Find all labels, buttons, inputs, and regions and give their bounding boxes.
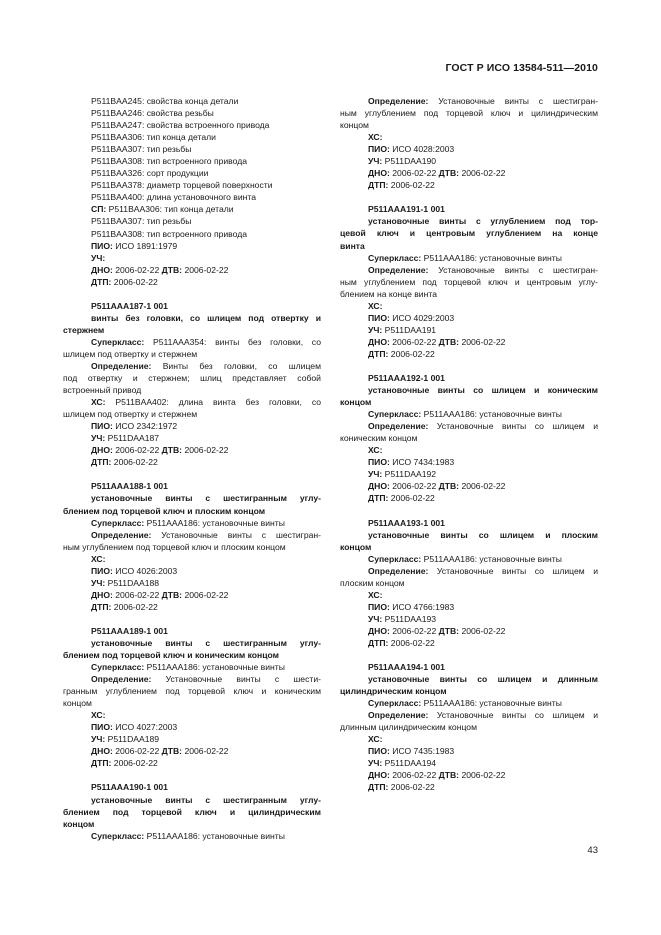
attribute-list bbox=[63, 95, 321, 288]
dtp-value: 2006-02-22 bbox=[111, 457, 158, 468]
xc-label: ХС: bbox=[368, 300, 383, 311]
pio-value: ИСО 4026:2003 bbox=[112, 565, 178, 576]
dtv-value: 2006-02-22 bbox=[182, 589, 229, 600]
definition-label: Определение: bbox=[368, 710, 429, 721]
dtp-value: 2006-02-22 bbox=[388, 493, 435, 504]
entry-name: установочные винты со шлицем и длинным bbox=[368, 674, 598, 685]
uch-label: УЧ: bbox=[368, 324, 383, 335]
dtp-value: 2006-02-22 bbox=[111, 601, 158, 612]
definition-label: Определение: bbox=[368, 421, 429, 432]
dtp-label: ДТП: bbox=[91, 601, 112, 612]
entry-name-cont: блением под торцевой ключ и коническим концом bbox=[63, 650, 280, 661]
entry-name-cont: концом bbox=[340, 541, 372, 552]
dtv-value: 2006-02-22 bbox=[182, 746, 229, 757]
dno-label: ДНО: bbox=[368, 168, 390, 179]
superclass-value: P511AAA186: установочные винты bbox=[421, 409, 562, 420]
dtp-value: 2006-02-22 bbox=[111, 758, 158, 769]
uch-value: P511DAA189 bbox=[105, 734, 160, 745]
pio-label: ПИО: bbox=[91, 722, 113, 733]
dtv-value: 2006-02-22 bbox=[459, 336, 506, 347]
dno-value: 2006-02-22 bbox=[389, 168, 439, 179]
superclass-label: Суперкласс: bbox=[91, 662, 145, 673]
definition-value: Установочные винты со шлицем и bbox=[428, 421, 598, 432]
dtp-label: ДТП: bbox=[368, 493, 389, 504]
list-item: P511BAA307: тип резьбы bbox=[91, 144, 192, 155]
uch-label: УЧ: bbox=[368, 156, 383, 167]
dno-value: 2006-02-22 bbox=[389, 481, 439, 492]
superclass-label: Суперкласс: bbox=[368, 553, 422, 564]
definition-cont: длинным цилиндрическим концом bbox=[340, 722, 477, 733]
entry-code: P511AAA194-1 001 bbox=[368, 662, 445, 673]
superclass-value: P511AAA354: винты без головки, со bbox=[144, 336, 321, 347]
definition-cont: встроенный привод bbox=[63, 385, 142, 396]
dno-label: ДНО: bbox=[91, 264, 113, 275]
superclass-value: P511AAA186: установочные винты bbox=[144, 830, 285, 841]
entry-name: винты без головки, со шлицем под отвертку и bbox=[91, 312, 321, 323]
entry-code: P511AAA188-1 001 bbox=[91, 481, 168, 492]
dtv-value: 2006-02-22 bbox=[459, 625, 506, 636]
superclass-label: Суперкласс: bbox=[368, 409, 422, 420]
definition-label: Определение: bbox=[368, 264, 429, 275]
dno-label: ДНО: bbox=[368, 481, 390, 492]
dno-label: ДНО: bbox=[91, 589, 113, 600]
definition-value: Установочные винты со шлицем и bbox=[428, 565, 598, 576]
dno-value: 2006-02-22 bbox=[112, 589, 162, 600]
list-item: P511BAA308: тип встроенного привода bbox=[91, 156, 248, 167]
dno-value: 2006-02-22 bbox=[112, 746, 162, 757]
sp-line bbox=[91, 203, 321, 215]
dtp-line bbox=[91, 276, 321, 288]
pio-value: ИСО 7435:1983 bbox=[389, 746, 455, 757]
definition-value: Установочные винты с шести- bbox=[151, 674, 321, 685]
pio-label: ПИО: bbox=[91, 565, 113, 576]
list-item: P511BAA246: свойства резьбы bbox=[91, 108, 214, 119]
uch-value: P511DAA191 bbox=[382, 324, 437, 335]
uch-value: P511DAA194 bbox=[382, 758, 437, 769]
uch-line bbox=[91, 252, 321, 264]
dtp-value: 2006-02-22 bbox=[388, 180, 435, 191]
uch-label: УЧ: bbox=[91, 577, 106, 588]
entry-189 bbox=[63, 625, 321, 770]
list-item: P511BAA307: тип резьбы bbox=[91, 216, 192, 227]
definition-cont: ным углублением под торцевой ключ и цилиндрическим bbox=[340, 108, 598, 119]
list-item: P511BAA400: длина установочного винта bbox=[91, 192, 257, 203]
pio-value: ИСО 4028:2003 bbox=[389, 144, 455, 155]
definition-label: Определение: bbox=[91, 529, 152, 540]
dno-value: 2006-02-22 bbox=[389, 625, 439, 636]
pio-value: ИСО 2342:1972 bbox=[112, 421, 178, 432]
xc-label: ХС: bbox=[368, 734, 383, 745]
definition-label: Определение: bbox=[91, 360, 152, 371]
entry-187 bbox=[63, 300, 321, 469]
uch-label: УЧ: bbox=[368, 613, 383, 624]
list-item: P511BAA247: свойства встроенного привода bbox=[91, 120, 270, 131]
entry-code: P511AAA191-1 001 bbox=[368, 204, 445, 215]
entry-name-cont: винта bbox=[340, 240, 365, 251]
definition-value: Установочные винты с шестигран- bbox=[428, 96, 598, 106]
dtp-value: 2006-02-22 bbox=[388, 782, 435, 793]
superclass-label: Суперкласс: bbox=[368, 698, 422, 709]
dno-value: 2006-02-22 bbox=[112, 264, 162, 275]
uch-label: УЧ: bbox=[91, 252, 106, 263]
definition-value: Винты без головки, со шлицем bbox=[151, 360, 321, 371]
dno-value: 2006-02-22 bbox=[389, 336, 439, 347]
dtp-label: ДТП: bbox=[91, 276, 112, 287]
list-item: P511BAA378: диаметр торцевой поверхности bbox=[91, 180, 273, 191]
page-number: 43 bbox=[587, 845, 598, 856]
xc-cont: шлицем под отвертку и стержнем bbox=[63, 409, 198, 420]
entry-name: установочные винты с шестигранным углу- bbox=[91, 637, 321, 648]
definition-value: Установочные винты с шестигран- bbox=[151, 529, 321, 540]
xc-label: ХС: bbox=[91, 710, 106, 721]
uch-label: УЧ: bbox=[368, 469, 383, 480]
definition-cont: ным углублением под торцевой ключ и центровым углу- bbox=[340, 276, 598, 287]
dtp-value: 2006-02-22 bbox=[111, 276, 158, 287]
pio-value: ИСО 4766:1983 bbox=[389, 601, 455, 612]
dtp-label: ДТП: bbox=[368, 782, 389, 793]
list-item: P511BAA308: тип встроенного привода bbox=[91, 228, 248, 239]
entry-191 bbox=[340, 203, 598, 360]
definition-label: Определение: bbox=[368, 565, 429, 576]
superclass-cont: шлицем под отвертку и стержнем bbox=[63, 348, 198, 359]
entry-name-cont: блением под торцевой ключ и цилиндрическим bbox=[63, 806, 321, 817]
entry-name: установочные винты со шлицем и плоским bbox=[368, 529, 598, 540]
dtv-label: ДТВ: bbox=[438, 625, 460, 636]
definition-cont: блением на конце винта bbox=[340, 288, 437, 299]
dtp-label: ДТП: bbox=[368, 637, 389, 648]
sp-label: СП: bbox=[91, 204, 107, 215]
list-item: P511BAA245: свойства конца детали bbox=[91, 96, 239, 106]
left-column bbox=[63, 95, 321, 842]
entry-name-cont: концом bbox=[340, 397, 372, 408]
dtv-value: 2006-02-22 bbox=[459, 481, 506, 492]
pio-value: ИСО 1891:1979 bbox=[112, 240, 178, 251]
entry-193 bbox=[340, 517, 598, 650]
entry-code: P511AAA189-1 001 bbox=[91, 625, 168, 636]
dno-line bbox=[91, 264, 321, 276]
superclass-label: Суперкласс: bbox=[91, 336, 145, 347]
uch-value: P511DAA188 bbox=[105, 577, 160, 588]
definition-cont: концом bbox=[340, 120, 369, 131]
superclass-value: P511AAA186: установочные винты bbox=[421, 698, 562, 709]
dno-label: ДНО: bbox=[91, 746, 113, 757]
pio-value: ИСО 7434:1983 bbox=[389, 457, 455, 468]
pio-line bbox=[91, 240, 321, 252]
xc-label: ХС: bbox=[368, 132, 383, 143]
dno-label: ДНО: bbox=[368, 770, 390, 781]
pio-label: ПИО: bbox=[368, 312, 390, 323]
dtv-value: 2006-02-22 bbox=[459, 770, 506, 781]
sp-value: P511BAA306: тип конца детали bbox=[106, 204, 234, 215]
xc-label: ХС: bbox=[91, 553, 106, 564]
entry-194 bbox=[340, 661, 598, 794]
superclass-label: Суперкласс: bbox=[368, 252, 422, 263]
entry-name-cont: цилиндрическим концом bbox=[340, 686, 447, 697]
entry-name: установочные винты с углублением под тор- bbox=[368, 216, 598, 227]
definition-cont: плоским концом bbox=[340, 577, 405, 588]
pio-value: ИСО 4029:2003 bbox=[389, 312, 455, 323]
dtv-value: 2006-02-22 bbox=[182, 264, 229, 275]
superclass-value: P511AAA186: установочные винты bbox=[421, 553, 562, 564]
uch-value: P511DAA187 bbox=[105, 433, 160, 444]
dtv-label: ДТВ: bbox=[438, 168, 460, 179]
pio-label: ПИО: bbox=[368, 746, 390, 757]
entry-190 bbox=[63, 781, 321, 841]
definition-value: Установочные винты со шлицем и bbox=[428, 710, 598, 721]
dno-value: 2006-02-22 bbox=[389, 770, 439, 781]
entry-name-cont: цевой ключ и центровым углублением на конце bbox=[340, 228, 598, 239]
list-item: P511BAA306: тип конца детали bbox=[91, 132, 216, 143]
dtp-label: ДТП: bbox=[368, 348, 389, 359]
xc-label: ХС: bbox=[368, 589, 383, 600]
definition-cont: ным углублением под торцевой ключ и плоским концом bbox=[63, 541, 286, 552]
superclass-value: P511AAA186: установочные винты bbox=[144, 517, 285, 528]
dtv-label: ДТВ: bbox=[438, 481, 460, 492]
entry-code: P511AAA187-1 001 bbox=[91, 300, 168, 311]
superclass-value: P511AAA186: установочные винты bbox=[144, 662, 285, 673]
dtp-label: ДТП: bbox=[91, 457, 112, 468]
dno-value: 2006-02-22 bbox=[112, 445, 162, 456]
dtv-value: 2006-02-22 bbox=[182, 445, 229, 456]
dtv-label: ДТВ: bbox=[161, 445, 183, 456]
dtp-label: ДТП: bbox=[368, 180, 389, 191]
dtv-label: ДТВ: bbox=[438, 770, 460, 781]
definition-cont: под отвертку и стержнем; шлиц представляет собой bbox=[63, 373, 321, 384]
superclass-label: Суперкласс: bbox=[91, 830, 145, 841]
uch-label: УЧ: bbox=[91, 734, 106, 745]
uch-label: УЧ: bbox=[91, 433, 106, 444]
entry-188 bbox=[63, 480, 321, 613]
definition-cont: гранным углублением под торцевой ключ и коническим bbox=[63, 686, 321, 697]
pio-label: ПИО: bbox=[368, 601, 390, 612]
pio-label: ПИО: bbox=[368, 144, 390, 155]
dtp-value: 2006-02-22 bbox=[388, 348, 435, 359]
uch-label: УЧ: bbox=[368, 758, 383, 769]
list-item: P511BAA326: сорт продукции bbox=[91, 168, 209, 179]
pio-label: ПИО: bbox=[91, 421, 113, 432]
dtp-value: 2006-02-22 bbox=[388, 637, 435, 648]
superclass-label: Суперкласс: bbox=[91, 517, 145, 528]
entry-name: установочные винты с шестигранным углу- bbox=[91, 794, 321, 805]
xc-label: ХС: bbox=[91, 397, 106, 408]
uch-value: P511DAA192 bbox=[382, 469, 437, 480]
uch-value: P511DAA193 bbox=[382, 613, 437, 624]
dtp-label: ДТП: bbox=[91, 758, 112, 769]
pio-label: ПИО: bbox=[368, 457, 390, 468]
definition-label: Определение: bbox=[91, 674, 152, 685]
dno-label: ДНО: bbox=[368, 625, 390, 636]
pio-label: ПИО: bbox=[91, 240, 113, 251]
dtv-value: 2006-02-22 bbox=[459, 168, 506, 179]
entry-192 bbox=[340, 372, 598, 505]
dtv-label: ДТВ: bbox=[161, 264, 183, 275]
definition-cont: концом bbox=[63, 698, 92, 709]
right-column bbox=[340, 95, 598, 794]
entry-name-cont: стержнем bbox=[63, 324, 105, 335]
xc-label: ХС: bbox=[368, 445, 383, 456]
entry-name: установочные винты со шлицем и коническим bbox=[368, 385, 598, 396]
definition-value: Установочные винты с шестигран- bbox=[428, 264, 598, 275]
pio-value: ИСО 4027:2003 bbox=[112, 722, 178, 733]
dtv-label: ДТВ: bbox=[161, 589, 183, 600]
entry-code: P511AAA192-1 001 bbox=[368, 372, 445, 383]
entry-name: установочные винты с шестигранным углу- bbox=[91, 493, 321, 504]
xc-value: P511BAA402: длина винта без головки, со bbox=[105, 397, 321, 408]
superclass-value: P511AAA186: установочные винты bbox=[421, 252, 562, 263]
entry-name-cont: блением под торцевой ключ и плоским концом bbox=[63, 505, 266, 516]
dno-label: ДНО: bbox=[368, 336, 390, 347]
definition-cont: коническим концом bbox=[340, 433, 418, 444]
dtv-label: ДТВ: bbox=[438, 336, 460, 347]
entry-190-cont bbox=[340, 95, 598, 191]
dtv-label: ДТВ: bbox=[161, 746, 183, 757]
dno-label: ДНО: bbox=[91, 445, 113, 456]
uch-value: P511DAA190 bbox=[382, 156, 437, 167]
entry-code: P511AAA190-1 001 bbox=[91, 782, 168, 793]
document-header-title: ГОСТ Р ИСО 13584-511—2010 bbox=[445, 62, 598, 74]
entry-code: P511AAA193-1 001 bbox=[368, 517, 445, 528]
entry-name-cont: концом bbox=[63, 818, 95, 829]
definition-label: Определение: bbox=[368, 96, 429, 106]
